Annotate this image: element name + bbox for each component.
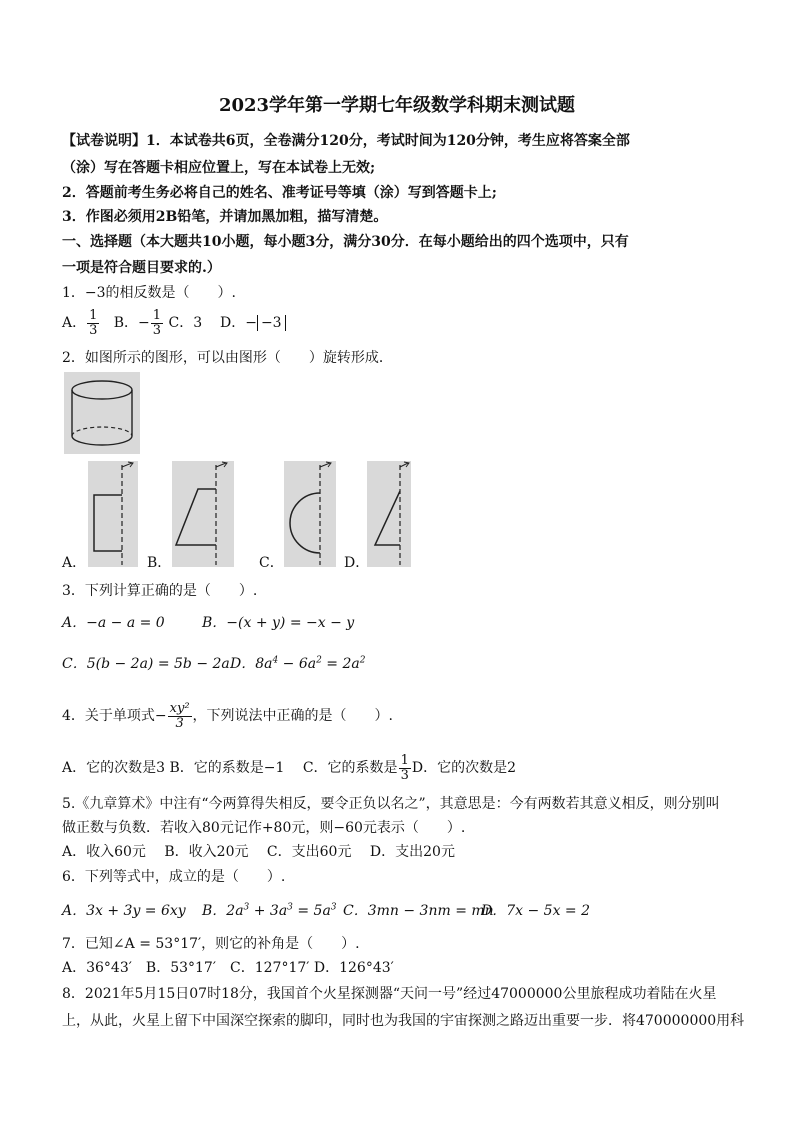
- q2-option-d-label: D．: [344, 555, 370, 571]
- q5-line-2: 做正数与负数．若收入80元记作+80元，则−60元表示（ ）.: [62, 820, 466, 836]
- instructions-line-1: 【试卷说明】1．本试卷共6页，全卷满分120分，考试时间为120分钟，考生应将答案全部: [62, 133, 630, 149]
- q2-option-b-label: B．: [147, 555, 172, 571]
- q6-stem: 6．下列等式中，成立的是（ ）.: [62, 869, 286, 885]
- q6-option-d: D．7x − 5x = 2: [481, 903, 590, 919]
- q3-option-a: A．−a − a = 0: [62, 615, 165, 631]
- q1-option-a-label: A．: [62, 315, 87, 331]
- q6-option-a: A．3x + 3y = 6xy: [62, 903, 186, 919]
- section-heading-line-1: 一、选择题（本大题共10小题，每小题3分，满分30分．在每小题给出的四个选项中，只有: [62, 234, 629, 250]
- q2-option-a-label: A．: [62, 555, 87, 571]
- q5-line-1: 5.《九章算术》中注有“今两算得失相反，要令正负以名之”，其意思是：今有两数若其意义相反，则分别叫: [62, 796, 720, 812]
- q1-option-b-label: B．−: [113, 315, 150, 331]
- option-c-semicircle-figure: [284, 461, 336, 567]
- instructions-line-3: 2．答题前考生务必将自己的姓名、准考证号等填（涂）写到答题卡上;: [62, 185, 497, 201]
- q4-stem: 4．关于单项式− $\frac{\text{xy²}}{3}$ ，下列说法中正确的是（ ）.: [62, 700, 393, 731]
- q8-line-1: 8．2021年5月15日07时18分，我国首个火星探测器“天问一号”经过47000000公里旅程成功着陆在火星: [62, 986, 717, 1002]
- q2-stem: 2．如图所示的图形，可以由图形（ ）旋转形成．: [62, 350, 393, 366]
- q1-option-c: C．3: [168, 315, 203, 331]
- q1-stem: 1．−3的相反数是（ ）.: [62, 285, 236, 301]
- q3-option-d: D．$8a^4 - 6a^2 = 2a^2$: [230, 655, 366, 672]
- instructions-line-2: （涂）写在答题卡相应位置上，写在本试卷上无效;: [62, 160, 376, 176]
- q6-option-c: C．3mn − 3nm = mn: [343, 903, 494, 919]
- q4-monomial-fraction: $\frac{\text{xy²}}{3}$: [169, 700, 190, 731]
- option-d-triangle-figure: [367, 461, 411, 567]
- option-b-trapezoid-figure: [172, 461, 234, 567]
- q1-options: [62, 306, 286, 340]
- option-a-rectangle-figure: [88, 461, 138, 567]
- cylinder-figure: [64, 372, 140, 454]
- q1-option-b-fraction: $\frac{1}{3}$: [152, 307, 162, 338]
- section-heading-line-2: 一项是符合题目要求的.）: [62, 260, 221, 276]
- q7-options: A．36°43′ B．53°17′ C．127°17′ D．126°43′: [62, 960, 394, 976]
- q8-line-2: 上，从此，火星上留下中国深空探索的脚印，同时也为我国的宇宙探测之路迈出重要一步．将470000000用科: [62, 1013, 745, 1029]
- q1-option-d-abs: −3: [257, 315, 286, 331]
- q3-option-c: C．5(b − 2a) = 5b − 2a: [62, 656, 230, 672]
- q4-option-c-fraction: $\frac{1}{3}$: [400, 752, 409, 783]
- q1-option-d-label: D．−: [219, 315, 257, 331]
- q2-option-c-label: C．: [259, 555, 284, 571]
- q4-options: A．它的次数是3 B．它的系数是−1 C．它的系数是 $\frac{1}{3}$ D．它的次数是2: [62, 752, 516, 783]
- q7-stem: 7．已知∠A = 53°17′，则它的补角是（ ）.: [62, 936, 360, 952]
- q6-option-b: B．$2a^3 + 3a^3 = 5a^3$: [202, 902, 337, 919]
- q1-option-a-fraction: $\frac{1}{3}$: [89, 307, 98, 338]
- q3-option-b: B．−(x + y) = −x − y: [202, 615, 355, 631]
- q3-stem: 3．下列计算正确的是（ ）.: [62, 583, 258, 599]
- page-title: 2023学年第一学期七年级数学科期末测试题: [218, 95, 576, 116]
- instructions-line-4: 3．作图必须用2B铅笔，并请加黑加粗，描写清楚。: [62, 209, 388, 225]
- q5-options: A．收入60元 B．收入20元 C．支出60元 D．支出20元: [62, 844, 455, 860]
